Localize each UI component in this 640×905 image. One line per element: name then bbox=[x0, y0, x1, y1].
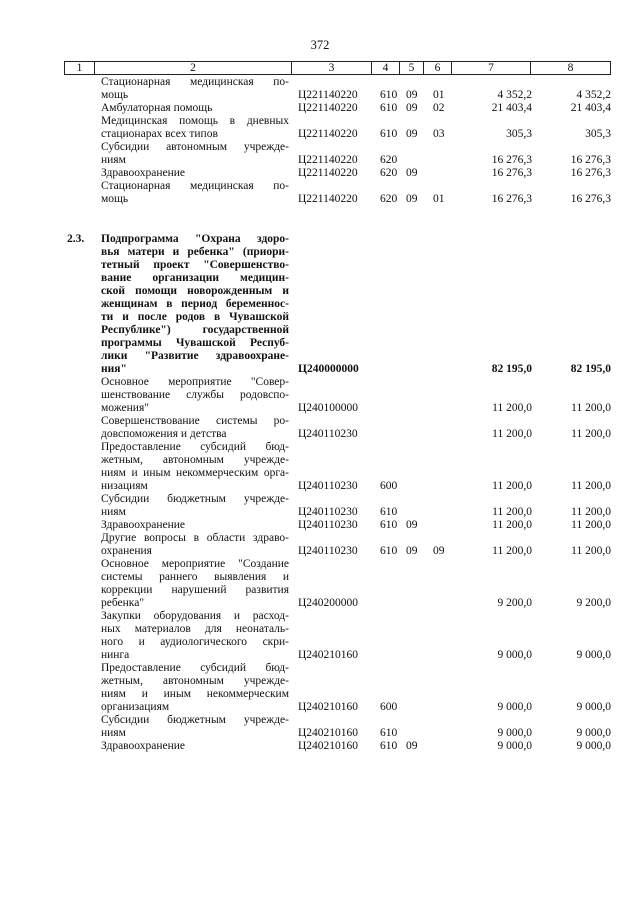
amount-col-8: 11 200,0 bbox=[571, 480, 611, 492]
expense-type: 610 bbox=[380, 506, 398, 518]
description-line: вание организации медицин- bbox=[101, 272, 289, 284]
description-line: Субсидии бюджетным учрежде- bbox=[101, 493, 289, 505]
row-description bbox=[101, 610, 289, 662]
section-code: 09 bbox=[406, 167, 418, 179]
amount-col-7: 16 276,3 bbox=[491, 167, 532, 179]
description-line: ской помощи новорожденным и bbox=[101, 285, 289, 297]
table-row bbox=[0, 532, 640, 558]
amount-col-7: 11 200,0 bbox=[492, 519, 532, 531]
amount-col-7: 9 200,0 bbox=[497, 597, 532, 609]
description-line: ния" bbox=[101, 363, 127, 375]
header-col-4: 4 bbox=[371, 61, 400, 75]
amount-col-7: 82 195,0 bbox=[491, 363, 532, 375]
section-code: 09 bbox=[406, 519, 418, 531]
row-description bbox=[101, 740, 289, 753]
expense-type: 600 bbox=[380, 701, 398, 713]
description-line: жетным, автономным учрежде- bbox=[101, 675, 289, 687]
amount-col-7: 9 000,0 bbox=[497, 740, 532, 752]
row-description bbox=[101, 102, 289, 115]
section-number: 2.3. bbox=[67, 233, 85, 245]
description-line: ниям и иным некоммерческим bbox=[101, 688, 289, 700]
expense-type: 620 bbox=[380, 193, 398, 205]
budget-code: Ц240210160 bbox=[298, 727, 359, 739]
budget-code: Ц240110230 bbox=[298, 480, 358, 492]
description-line: Стационарная медицинская по- bbox=[101, 76, 289, 88]
expense-type: 620 bbox=[380, 154, 398, 166]
amount-col-7: 11 200,0 bbox=[492, 428, 532, 440]
table-row bbox=[0, 714, 640, 740]
description-line: Здравоохранение bbox=[101, 167, 186, 179]
subsection-code: 01 bbox=[433, 193, 445, 205]
row-description bbox=[101, 714, 289, 740]
amount-col-8: 21 403,4 bbox=[570, 102, 611, 114]
budget-code: Ц240110230 bbox=[298, 519, 358, 531]
description-line: системы раннего выявления и bbox=[101, 571, 289, 583]
amount-col-8: 11 200,0 bbox=[571, 402, 611, 414]
description-line: программы Чувашской Респуб- bbox=[101, 337, 289, 349]
table-row bbox=[0, 415, 640, 441]
amount-col-7: 11 200,0 bbox=[492, 506, 532, 518]
table-row bbox=[0, 610, 640, 662]
row-description bbox=[101, 415, 289, 441]
table-row bbox=[0, 441, 640, 493]
description-line: Амбулаторная помощь bbox=[101, 102, 213, 114]
amount-col-8: 16 276,3 bbox=[570, 193, 611, 205]
amount-col-7: 16 276,3 bbox=[491, 154, 532, 166]
description-line: Основное мероприятие "Совер- bbox=[101, 376, 289, 388]
description-line: низациям bbox=[101, 480, 148, 492]
expense-type: 600 bbox=[380, 480, 398, 492]
budget-code: Ц240110230 bbox=[298, 545, 358, 557]
section-code: 09 bbox=[406, 89, 418, 101]
table-row bbox=[0, 141, 640, 167]
section-code: 09 bbox=[406, 193, 418, 205]
amount-col-8: 16 276,3 bbox=[570, 167, 611, 179]
subsection-code: 03 bbox=[433, 128, 445, 140]
description-line: Совершенствование системы ро- bbox=[101, 415, 289, 427]
budget-code: Ц240210160 bbox=[298, 649, 359, 661]
amount-col-7: 11 200,0 bbox=[492, 545, 532, 557]
expense-type: 610 bbox=[380, 545, 398, 557]
amount-col-7: 21 403,4 bbox=[491, 102, 532, 114]
header-col-2: 2 bbox=[94, 61, 292, 75]
expense-type: 610 bbox=[380, 128, 398, 140]
expense-type: 620 bbox=[380, 167, 398, 179]
row-description bbox=[101, 76, 289, 102]
table-row bbox=[0, 180, 640, 206]
description-line: вья матери и ребенка" (приори- bbox=[101, 246, 289, 258]
header-col-1: 1 bbox=[64, 61, 95, 75]
amount-col-8: 16 276,3 bbox=[570, 154, 611, 166]
description-line: ниям bbox=[101, 154, 126, 166]
description-line: ребенка" bbox=[101, 597, 145, 609]
amount-col-8: 9 200,0 bbox=[576, 597, 611, 609]
description-line: стационарах всех типов bbox=[101, 128, 218, 140]
row-description bbox=[101, 558, 289, 610]
budget-code: Ц240110230 bbox=[298, 428, 358, 440]
description-line: Основное мероприятие "Создание bbox=[101, 558, 289, 570]
table-row bbox=[0, 76, 640, 102]
table-row bbox=[0, 519, 640, 532]
table-row bbox=[0, 558, 640, 610]
subsection-code: 09 bbox=[433, 545, 445, 557]
budget-code: Ц240000000 bbox=[298, 363, 359, 375]
description-line: Субсидии автономным учрежде- bbox=[101, 141, 289, 153]
budget-code: Ц240110230 bbox=[298, 506, 358, 518]
description-line: ных материалов для неонаталь- bbox=[101, 623, 289, 635]
table-row bbox=[0, 233, 640, 376]
budget-code: Ц240200000 bbox=[298, 597, 359, 609]
description-line: Подпрограмма "Охрана здоро- bbox=[101, 233, 289, 245]
description-line: лики "Развитие здравоохране- bbox=[101, 350, 289, 362]
description-line: тетный проект "Совершенство- bbox=[101, 259, 289, 271]
amount-col-8: 9 000,0 bbox=[576, 649, 611, 661]
table-row bbox=[0, 376, 640, 415]
table-row bbox=[0, 167, 640, 180]
budget-code: Ц240100000 bbox=[298, 402, 359, 414]
description-line: Республике") государственной bbox=[101, 324, 289, 336]
description-line: жетным, автономным учрежде- bbox=[101, 454, 289, 466]
amount-col-8: 9 000,0 bbox=[576, 727, 611, 739]
description-line: Субсидии бюджетным учрежде- bbox=[101, 714, 289, 726]
budget-code: Ц221140220 bbox=[298, 128, 358, 140]
amount-col-7: 16 276,3 bbox=[491, 193, 532, 205]
row-description bbox=[101, 532, 289, 558]
amount-col-8: 11 200,0 bbox=[571, 545, 611, 557]
header-col-8: 8 bbox=[530, 61, 611, 75]
description-line: Другие вопросы в области здраво- bbox=[101, 532, 289, 544]
budget-code: Ц221140220 bbox=[298, 89, 358, 101]
description-line: Медицинская помощь в дневных bbox=[101, 115, 289, 127]
amount-col-7: 9 000,0 bbox=[497, 649, 532, 661]
expense-type: 610 bbox=[380, 89, 398, 101]
amount-col-7: 305,3 bbox=[506, 128, 532, 140]
page-number: 372 bbox=[310, 38, 330, 52]
description-line: нинга bbox=[101, 649, 130, 661]
table-row bbox=[0, 493, 640, 519]
subsection-code: 02 bbox=[433, 102, 445, 114]
section-code: 09 bbox=[406, 740, 418, 752]
row-description bbox=[101, 662, 289, 714]
table-row bbox=[0, 102, 640, 115]
description-line: Здравоохранение bbox=[101, 519, 186, 531]
description-line: Здравоохранение bbox=[101, 740, 186, 752]
description-line: ного и аудиологического скри- bbox=[101, 636, 289, 648]
description-line: Предоставление субсидий бюд- bbox=[101, 662, 289, 674]
amount-col-7: 11 200,0 bbox=[492, 402, 532, 414]
amount-col-8: 82 195,0 bbox=[570, 363, 611, 375]
row-description bbox=[101, 519, 289, 532]
budget-code: Ц221140220 bbox=[298, 154, 358, 166]
description-line: охранения bbox=[101, 545, 152, 557]
description-line: женщинам в период беременнос- bbox=[101, 298, 289, 310]
amount-col-7: 11 200,0 bbox=[492, 480, 532, 492]
description-line: мощь bbox=[101, 193, 129, 205]
header-col-5: 5 bbox=[399, 61, 424, 75]
row-description bbox=[101, 180, 289, 206]
table-row bbox=[0, 740, 640, 753]
amount-col-8: 11 200,0 bbox=[571, 519, 611, 531]
header-col-6: 6 bbox=[423, 61, 452, 75]
description-line: Стационарная медицинская по- bbox=[101, 180, 289, 192]
expense-type: 610 bbox=[380, 519, 398, 531]
description-line: организациям bbox=[101, 701, 170, 713]
amount-col-7: 4 352,2 bbox=[497, 89, 532, 101]
description-line: коррекции нарушений развития bbox=[101, 584, 289, 596]
description-line: можения" bbox=[101, 402, 149, 414]
section-code: 09 bbox=[406, 545, 418, 557]
subsection-code: 01 bbox=[433, 89, 445, 101]
description-line: Предоставление субсидий бюд- bbox=[101, 441, 289, 453]
row-description bbox=[101, 493, 289, 519]
amount-col-8: 9 000,0 bbox=[576, 740, 611, 752]
description-line: довспоможения и детства bbox=[101, 428, 227, 440]
section-code: 09 bbox=[406, 128, 418, 140]
row-description bbox=[101, 233, 289, 376]
budget-code: Ц221140220 bbox=[298, 167, 358, 179]
expense-type: 610 bbox=[380, 727, 398, 739]
budget-code: Ц221140220 bbox=[298, 102, 358, 114]
description-line: ти и после родов в Чувашской bbox=[101, 311, 289, 323]
budget-code: Ц240210160 bbox=[298, 701, 359, 713]
row-description bbox=[101, 441, 289, 493]
amount-col-8: 11 200,0 bbox=[571, 428, 611, 440]
header-col-3: 3 bbox=[291, 61, 372, 75]
amount-col-7: 9 000,0 bbox=[497, 727, 532, 739]
row-description bbox=[101, 141, 289, 167]
amount-col-8: 305,3 bbox=[585, 128, 611, 140]
amount-col-8: 11 200,0 bbox=[571, 506, 611, 518]
expense-type: 610 bbox=[380, 102, 398, 114]
budget-code: Ц221140220 bbox=[298, 193, 358, 205]
budget-code: Ц240210160 bbox=[298, 740, 359, 752]
section-code: 09 bbox=[406, 102, 418, 114]
amount-col-8: 9 000,0 bbox=[576, 701, 611, 713]
expense-type: 610 bbox=[380, 740, 398, 752]
row-description bbox=[101, 115, 289, 141]
amount-col-8: 4 352,2 bbox=[576, 89, 611, 101]
amount-col-7: 9 000,0 bbox=[497, 701, 532, 713]
description-line: шенствование службы родовспо- bbox=[101, 389, 289, 401]
table-row bbox=[0, 662, 640, 714]
description-line: Закупки оборудования и расход- bbox=[101, 610, 289, 622]
description-line: ниям bbox=[101, 506, 126, 518]
table-row bbox=[0, 115, 640, 141]
description-line: мощь bbox=[101, 89, 129, 101]
description-line: ниям и иным некоммерческим орга- bbox=[101, 467, 289, 479]
row-description bbox=[101, 167, 289, 180]
row-description bbox=[101, 376, 289, 415]
header-col-7: 7 bbox=[451, 61, 531, 75]
description-line: ниям bbox=[101, 727, 126, 739]
